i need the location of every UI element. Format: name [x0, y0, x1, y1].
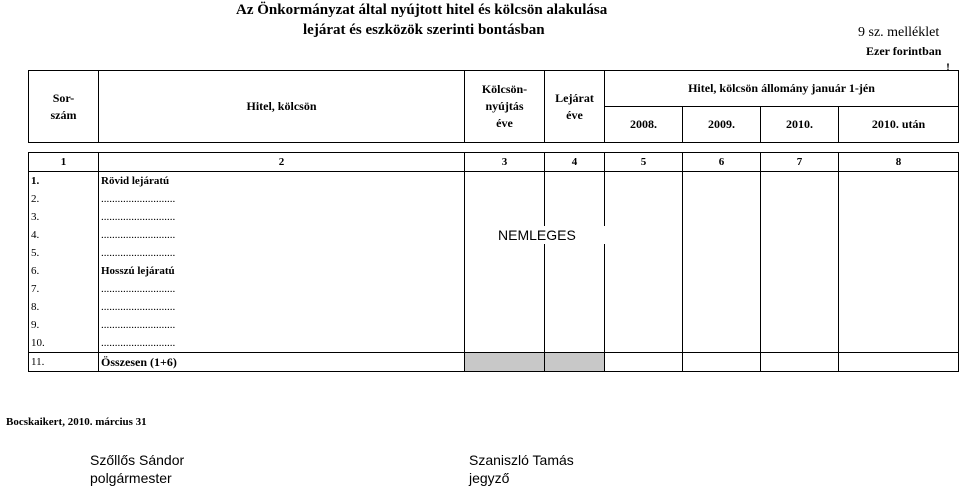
- signature-mayor: [90, 451, 184, 487]
- nemleges-label: NEMLEGES: [465, 226, 683, 244]
- table-row: [29, 172, 959, 191]
- row-number: 1.: [29, 172, 99, 191]
- row-number: 5.: [29, 244, 99, 262]
- row-label: ...........................: [99, 208, 465, 226]
- signature-title: jegyző: [469, 470, 510, 486]
- header-gap: [29, 143, 959, 153]
- table-row: [29, 298, 959, 316]
- total-shaded-cell: [545, 353, 605, 372]
- signature-notary: [469, 451, 574, 487]
- title-line-2: lejárat és eszközök szerinti bontásban: [303, 22, 545, 38]
- row-number: 3.: [29, 208, 99, 226]
- year-header-2008: 2008.: [605, 107, 683, 143]
- annex-label: 9 sz. melléklet: [858, 25, 940, 40]
- col-number-1: 1: [29, 153, 99, 172]
- lejarat-header-line2: éve: [566, 107, 583, 122]
- row-number: 7.: [29, 280, 99, 298]
- row-label: Rövid lejáratú: [99, 172, 465, 191]
- row-number: 4.: [29, 226, 99, 244]
- table-row: [29, 226, 959, 244]
- kolcson-header-line1: Kölcsön-: [481, 82, 528, 96]
- col-number-2: 2: [99, 153, 465, 172]
- table-row: [29, 334, 959, 353]
- total-shaded-cell: [465, 353, 545, 372]
- col-number-8: 8: [839, 153, 959, 172]
- sorszam-header-line1: Sor-: [52, 90, 75, 105]
- year-header-after-2010: 2010. után: [839, 107, 959, 143]
- kolcson-header-line2: nyújtás: [485, 99, 524, 113]
- lejarat-year-header: [545, 71, 605, 143]
- row-number: 6.: [29, 262, 99, 280]
- unit-label: Ezer forintban: [866, 44, 942, 58]
- table-row: [29, 208, 959, 226]
- row-number: 10.: [29, 334, 99, 353]
- sorszam-header-line2: szám: [50, 107, 77, 122]
- year-header-2009: 2009.: [683, 107, 761, 143]
- signature-name: Szőllős Sándor: [90, 452, 185, 468]
- table-row: [29, 190, 959, 208]
- row-label: Összesen (1+6): [99, 353, 465, 372]
- row-label: ...........................: [99, 298, 465, 316]
- row-label: ...........................: [99, 316, 465, 334]
- table-row: [29, 316, 959, 334]
- sorszam-header: [29, 71, 99, 143]
- lejarat-header-line1: Lejárat: [555, 90, 594, 105]
- row-label: ...........................: [99, 280, 465, 298]
- col-number-6: 6: [683, 153, 761, 172]
- row-number: 9.: [29, 316, 99, 334]
- table-row: [29, 280, 959, 298]
- table-row-total: [29, 353, 959, 372]
- place-date: Bocskaikert, 2010. március 31: [6, 416, 147, 428]
- table-row: [29, 244, 959, 262]
- row-label: ...........................: [99, 244, 465, 262]
- group-header: Hitel, kölcsön állomány január 1-jén: [605, 71, 959, 107]
- row-number: 8.: [29, 298, 99, 316]
- signature-title: polgármester: [90, 470, 172, 486]
- signature-name: Szaniszló Tamás: [469, 452, 574, 468]
- row-label: ...........................: [99, 190, 465, 208]
- row-label: ...........................: [99, 334, 465, 353]
- row-number: 2.: [29, 190, 99, 208]
- year-header-2010: 2010.: [761, 107, 839, 143]
- title-line-1: Az Önkormányzat által nyújtott hitel és kölcsön alakulása: [236, 2, 608, 18]
- row-label: ...........................: [99, 226, 465, 244]
- col-number-5: 5: [605, 153, 683, 172]
- hitel-header: Hitel, kölcsön: [99, 71, 465, 143]
- row-label: Hosszú lejáratú: [99, 262, 465, 280]
- kolcson-year-header: [465, 71, 545, 143]
- table-row: [29, 262, 959, 280]
- loan-table: [28, 70, 959, 372]
- unit-mark: !: [946, 60, 950, 74]
- col-number-4: 4: [545, 153, 605, 172]
- col-number-3: 3: [465, 153, 545, 172]
- col-number-7: 7: [761, 153, 839, 172]
- row-number: 11.: [29, 353, 99, 372]
- kolcson-header-line3: éve: [496, 116, 513, 130]
